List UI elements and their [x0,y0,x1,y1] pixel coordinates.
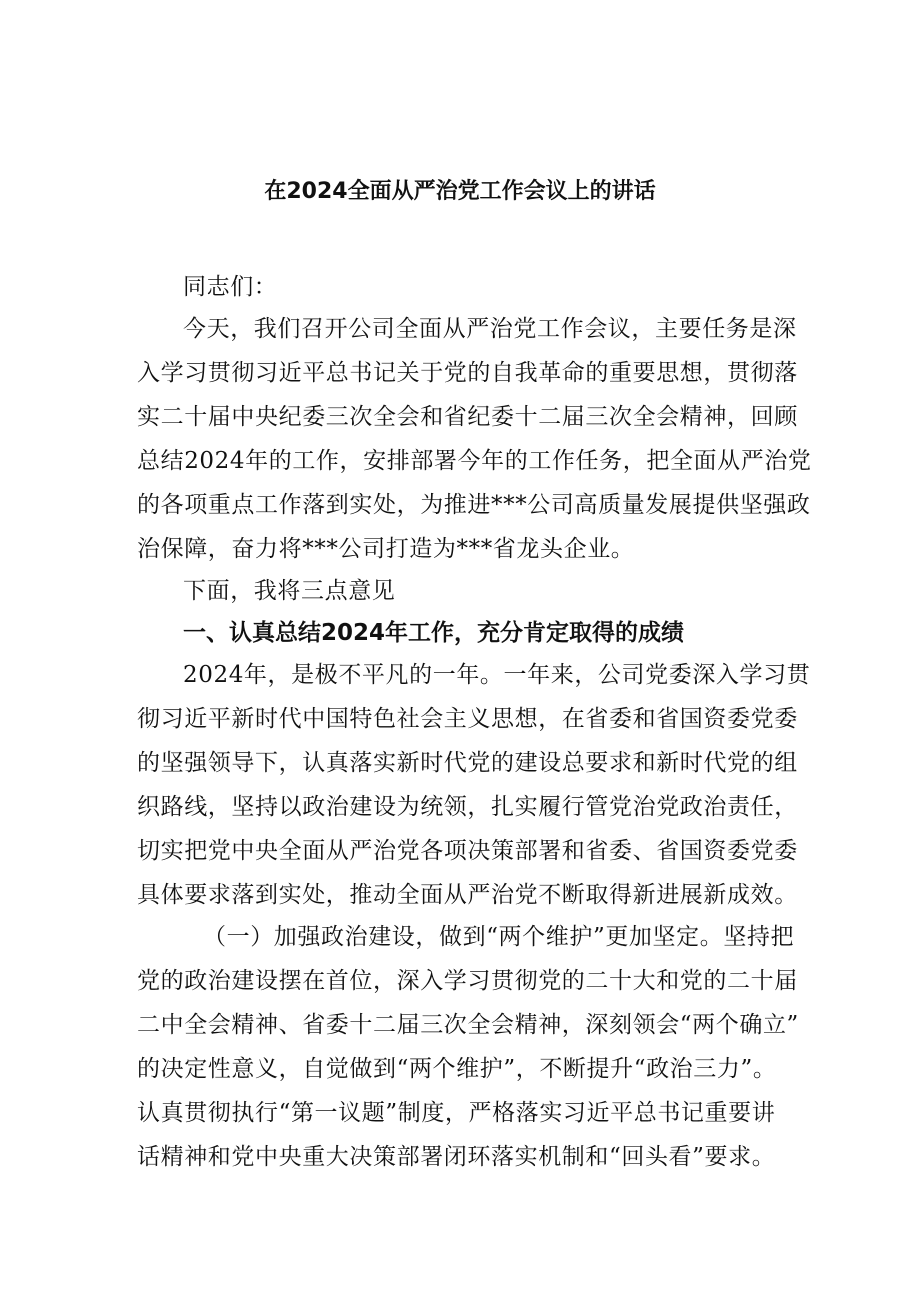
paragraph-line: 彻习近平新时代中国特色社会主义思想，在省委和省国资委党委 [137,706,798,732]
paragraph-line: 切实把党中央全面从严治党各项决策部署和省委、省国资委党委 [137,838,798,864]
paragraph-line: 实二十届中央纪委三次全会和省纪委十二届三次全会精神，回顾 [137,404,798,430]
paragraph-line: 今天，我们召开公司全面从严治党工作会议，主要任务是深 [183,316,797,342]
document-title: 在2024全面从严治党工作会议上的讲话 [264,179,656,204]
paragraph-line: 话精神和党中央重大决策部署闭环落实机制和“回头看”要求。 [137,1144,776,1170]
paragraph-line: 的各项重点工作落到实处，为推进***公司高质量发展提供坚强政 [137,492,811,518]
paragraph-line: 党的政治建设摆在首位，深入学习贯彻党的二十大和党的二十届 [137,968,798,994]
paragraph-line: 2024年，是极不平凡的一年。一年来，公司党委深入学习贯 [183,662,811,688]
transition-paragraph [137,573,797,609]
paragraph-line: 的坚强领导下，认真落实新时代党的建设总要求和新时代党的组 [137,750,798,776]
salutation-text: 同志们： [183,274,278,300]
paragraph-line: 认真贯彻执行“第一议题”制度，严格落实习近平总书记重要讲 [137,1100,776,1126]
paragraph-line: 织路线，坚持以政治建设为统领，扎实履行管党治党政治责任， [137,794,798,820]
section-heading: 一、认真总结2024年工作，充分肯定取得的成绩 [183,620,685,646]
paragraph-line: 的决定性意义，自觉做到“两个维护”，不断提升“政治三力”。 [137,1056,777,1082]
subsection-paragraph [137,919,797,1175]
paragraph-line: 治保障，奋力将***公司打造为***省龙头企业。 [137,536,635,562]
paragraph-line: 二中全会精神、省委十二届三次全会精神，深刻领会“两个确立” [137,1012,799,1038]
section-paragraph [137,657,811,913]
transition-text: 下面，我将三点意见 [183,578,396,604]
paragraph-line: （一）加强政治建设，做到“两个维护”更加坚定。坚持把 [203,924,795,950]
paragraph-line: 总结2024年的工作，安排部署今年的工作任务，把全面从严治党 [137,448,812,474]
salutation [137,269,797,305]
intro-paragraph [137,311,812,567]
paragraph-line: 具体要求落到实处，推动全面从严治党不断取得新进展新成效。 [137,882,798,908]
paragraph-line: 入学习贯彻习近平总书记关于党的自我革命的重要思想，贯彻落 [137,360,798,386]
